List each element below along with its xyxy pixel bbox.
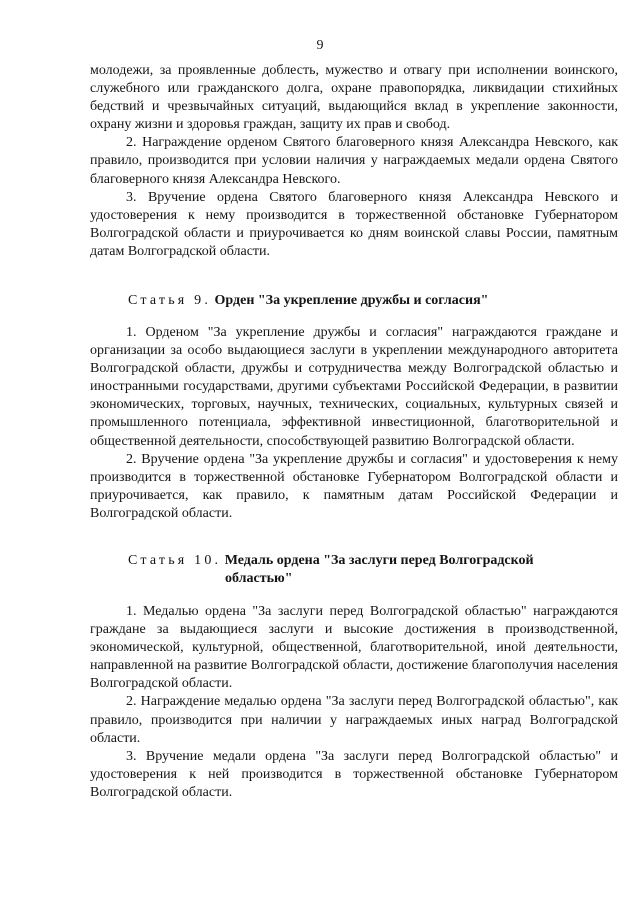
article-label: Статья 9. (128, 293, 212, 308)
article-title-line2: областью" (225, 571, 293, 586)
paragraph: 3. Вручение ордена Святого благоверного князя Александра Невского и удостоверения к нему производится в торжественной обстановке Губернатором Волгоградской области и приурочивается ко дням воинской славы России, памятным датам Волгоградской области. (90, 189, 618, 259)
paragraph: 2. Награждение орденом Святого благоверного князя Александра Невского, как правило, производится при условии наличия у награждаемых медали ордена Святого благоверного князя Александра Невского. (90, 135, 618, 187)
article-10-body (90, 603, 618, 802)
article-9-body (90, 324, 618, 523)
paragraph: молодежи, за проявленные доблесть, мужество и отвагу при исполнении воинского, служебного или гражданского долга, охране правопорядка, ликвидации стихийных бедствий и чрезвычайных ситуаций, выдающийся вклад в укрепление законности, охрану жизни и здоровья граждан, защиту их прав и свобод. (90, 63, 618, 133)
paragraph: 2. Награждение медалью ордена "За заслуги перед Волгоградской областью", как правило, производится при наличии у награждаемых иных наград Волгоградской области. (90, 694, 618, 746)
article-title: Орден "За укрепление дружбы и согласия" (214, 293, 489, 308)
paragraph: 1. Медалью ордена "За заслуги перед Волгоградской областью" награждаются граждане за выдающиеся заслуги и высокие достижения в производственной, экономической, культурной, общественной, благотворительной, иной деятельности, направленной на развитие Волгоградской области, достижение благополучия населения Волгоградской области. (90, 604, 618, 692)
paragraph: 2. Вручение ордена "За укрепление дружбы и согласия" и удостоверения к нему производится в торжественной обстановке Губернатором Волгоградской области и приурочивается, как правило, к памятным датам Российской Федерации и Волгоградской области. (90, 451, 618, 521)
article-10-heading (128, 552, 534, 588)
paragraph: 3. Вручение медали ордена "За заслуги перед Волгоградской областью" и удостоверения к ней производится в торжественной обстановке Губернатором Волгоградской области. (90, 748, 618, 800)
article-label: Статья 10. (128, 553, 222, 568)
paragraph: 1. Орденом "За укрепление дружбы и согласия" награждаются граждане и организации за особо выдающиеся заслуги в укреплении международного авторитета Волгоградской области, дружбы и сотрудничества между Волгоградской областью и иностранными государствами, другими субъектами Российской Федерации, в развитии экономических, торговых, научных, технических, социальных, культурных связей и промышленного потенциала, эффективной инвестиционной, благотворительной и общественной деятельности, способствующей развитию Волгоградской области. (90, 325, 618, 449)
article-title-line1: Медаль ордена "За заслуги перед Волгоградской (224, 553, 534, 568)
article-9-heading (128, 292, 488, 310)
article-8-continuation (90, 62, 618, 261)
page-number: 9 (316, 38, 324, 53)
